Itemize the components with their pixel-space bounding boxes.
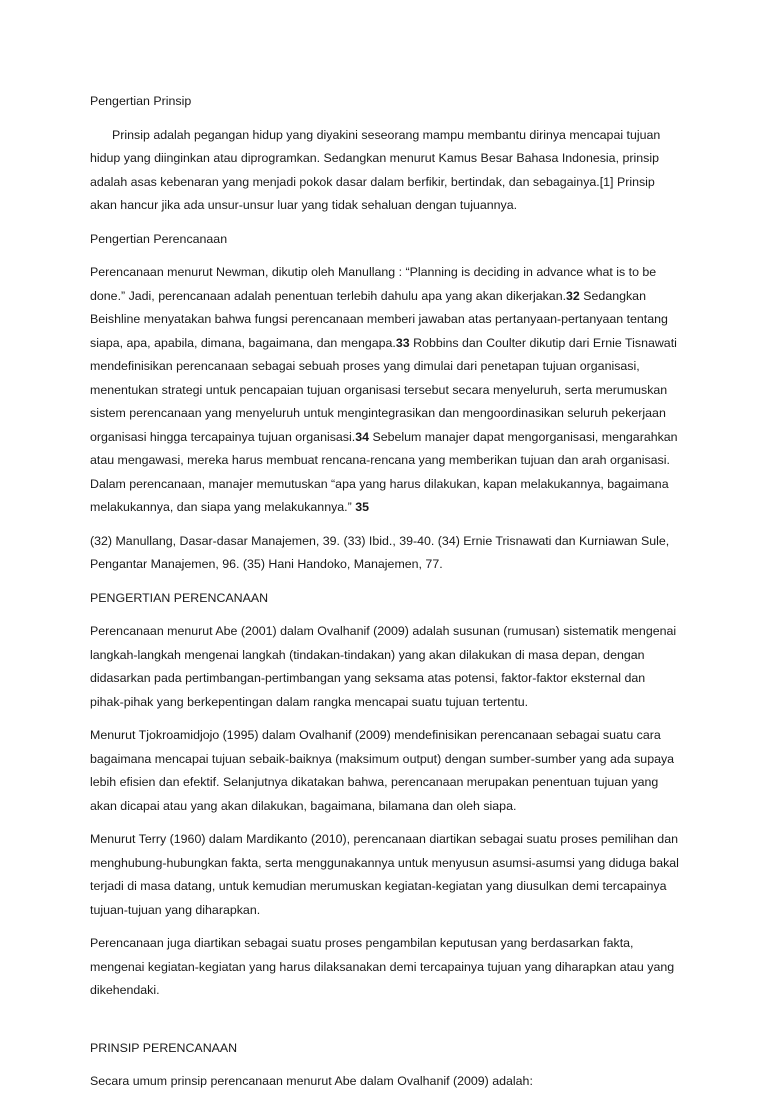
text-segment: Sebelum manajer dapat mengorganisasi, mengarahkan atau mengawasi, mereka harus membuat rencana-rencana yang memberikan tujuan dan arah organisasi. Dalam perencanaan, manajer memutuskan “apa yang harus dilakukan, kapan melakukannya, bagaimana melakukannya, dan siapa yang melakukannya.” xyxy=(90,429,678,514)
footnote-ref-34: 34 xyxy=(355,429,369,444)
footnote-ref-35: 35 xyxy=(355,500,369,514)
paragraph-abe: Perencanaan menurut Abe (2001) dalam Ovalhanif (2009) adalah susunan (rumusan) sistematik mengenai langkah-langkah mengenai langkah (tindakan-tindakan) yang akan dilakukan di masa depan, dengan didasarkan pada pertimbangan-pertimbangan yang seksama atas potensi, faktor-faktor eksternal dan pihak-pihak yang berkepentingan dalam rangka mencapai suatu tujuan tertentu. xyxy=(90,624,677,709)
footnote-ref-32: 32 xyxy=(566,288,580,303)
paragraph-terry: Menurut Terry (1960) dalam Mardikanto (2010), perencanaan diartikan sebagai suatu proses pemilihan dan menghubung-hubungkan fakta, serta menggunakannya untuk menyusun asumsi-asumsi yang diduga bakal terjadi di masa datang, untuk kemudian merumuskan kegiatan-kegiatan yang diusulkan demi tercapainya tujuan-tujuan yang diharapkan. xyxy=(90,832,679,917)
footnote-ref-33: 33 xyxy=(395,335,410,350)
paragraph-prinsip-umum: Secara umum prinsip perencanaan menurut Abe dalam Ovalhanif (2009) adalah: xyxy=(90,1074,533,1088)
text-segment: Perencanaan menurut Newman, dikutip oleh Manullang : “Planning is deciding in advance what is to be done.” Jadi, perencanaan adalah penentuan terlebih dahulu apa yang akan dikerjakan. xyxy=(90,265,657,303)
heading-pengertian-perencanaan: Pengertian Perencanaan xyxy=(90,231,228,246)
spacer xyxy=(90,1013,680,1037)
heading-pengertian-perencanaan-caps: PENGERTIAN PERENCANAAN xyxy=(90,590,269,605)
text-segment: Robbins dan Coulter dikutip dari Ernie Tisnawati mendefinisikan perencanaan sebagai sebuah proses yang dimulai dari penetapan tujuan organisasi, menentukan strategi untuk pencapaian tujuan organisasi tersebut secara menyeluruh, serta merumuskan sistem perencanaan yang menyeluruh untuk mengintegrasikan dan mengoordinasikan seluruh pekerjaan organisasi hingga tercapainya tujuan organisasi. xyxy=(90,335,677,444)
heading-prinsip-perencanaan: PRINSIP PERENCANAAN xyxy=(90,1040,238,1055)
heading-pengertian-prinsip: Pengertian Prinsip xyxy=(90,94,192,108)
paragraph-tjokroamidjojo: Menurut Tjokroamidjojo (1995) dalam Ovalhanif (2009) mendefinisikan perencanaan sebagai suatu cara bagaimana mencapai tujuan sebaik-baiknya (maksimum output) dengan sumber-sumber yang ada supaya lebih efisien dan efektif. Selanjutnya dikatakan bahwa, perencanaan merupakan penentuan tujuan yang akan dicapai atau yang akan dilakukan, bagaimana, bilamana dan oleh siapa. xyxy=(90,728,675,813)
document-page xyxy=(90,90,680,1104)
text-segment: Sedangkan Beishline menyatakan bahwa fungsi perencanaan memberi jawaban atas pertanyaan-pertanyaan tentang siapa, apa, apabila, dimana, bagaimana, dan mengapa. xyxy=(90,288,668,350)
paragraph-references: (32) Manullang, Dasar-dasar Manajemen, 39. (33) Ibid., 39-40. (34) Ernie Trisnawati dan Kurniawan Sule, Pengantar Manajemen, 96. (35) Hani Handoko, Manajemen, 77. xyxy=(90,533,670,571)
paragraph-pengambilan-keputusan: Perencanaan juga diartikan sebagai suatu proses pengambilan keputusan yang berdasarkan fakta, mengenai kegiatan-kegiatan yang harus dilaksanakan demi tercapainya tujuan yang diharapkan atau yang dikehendaki. xyxy=(90,936,675,997)
paragraph-perencanaan-newman xyxy=(90,261,680,520)
paragraph-prinsip: Prinsip adalah pegangan hidup yang diyakini seseorang mampu membantu dirinya mencapai tujuan hidup yang diinginkan atau diprogramkan. Sedangkan menurut Kamus Besar Bahasa Indonesia, prinsip adalah asas kebenaran yang menjadi pokok dasar dalam berfikir, bertindak, dan sebagainya.[1] Prinsip akan hancur jika ada unsur-unsur luar yang tidak sehaluan dengan tujuannya. xyxy=(90,127,661,212)
